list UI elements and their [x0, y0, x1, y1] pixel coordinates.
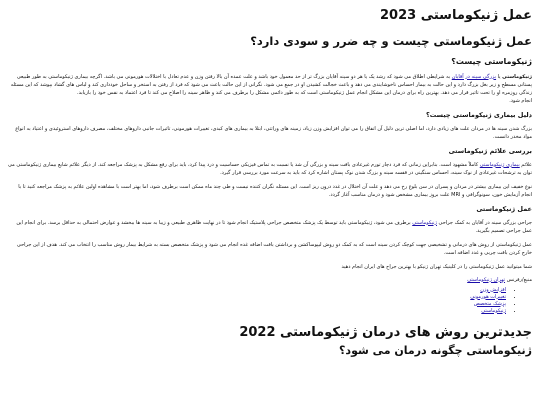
paragraph-symptoms-1: علائم بیماری ژنیکوماستی کاملاً مشهود است. بنابراین زمانی که فرد دچار تورم غیرعادی بافت سینه و بزرگی آن شد یا نسبت به تماس فیزیکی حساسیت و درد پیدا کرد، باید برای رفع مشکل به پزشک مراجعه کند. از دیگر علائم شایع بیماری ژنیکوماستی می توان به ترشحات غیرعادی از نوک سینه، احساس سنگینی در قفسه سینه و بزرگ شدن نوک پستان اشاره کرد که باید به سرعت مورد بررسی قرار گیرد. — [7, 161, 532, 176]
source-link[interactable]: تهران ژنیکوماستی — [467, 276, 506, 283]
source-line: منبع/رفرنس تهران ژنیکوماستی — [467, 276, 532, 283]
section-heading-cause: دلیل بیماری ژنیکوماستی چیست؟ — [426, 110, 532, 119]
related-links-list — [8, 287, 506, 315]
list-item — [8, 308, 506, 315]
link-male-breast[interactable]: بزرگی سینه در آقایان — [451, 73, 497, 80]
page-title: عمل ژنیکوماستی 2023 — [380, 8, 532, 23]
list-item — [8, 294, 506, 301]
paragraph-what-is: ژنیکوماستی یا بزرگی سینه در آقایان به شرایطی اطلاق می شود که رشد یک یا هر دو سینه آقایان بزرگ تر از حد معمول خود باشد و علت عمده آن بالا رفتن وزن و عدم تعادل با اختلالات هورمونی می باشد. اگرچه بیماری ژنیکوماستی به طور طبیعی پستانی مسطح و زیر بغل بزرگ دارد و این حالت به بیمار احساس ناخوشایندی می دهد و باعث خجالت کشیدن او در جمع می شود. نگرانی از این حالت باعث می شود که فرد از رفتن به استخر و ساحل خودداری کند و لباس های گشاد بپوشد که این مسئله زندگی روزمره او را تحت تاثیر قرار می دهد. بهترین راه برای درمان این مشکل انجام عمل ژنیکوماستی است که به طور دائمی مشکل را برطرف می کند و ظاهر سینه را اصلاح می کند تا فرد اعتماد به نفس خود را بازیابد. انجام شود. — [10, 73, 532, 104]
related-link-weight[interactable]: افزایش وزن — [480, 286, 506, 293]
link-disease[interactable]: بیماری ژنیکوماستی — [479, 161, 520, 168]
page-subtitle: عمل ژنیکوماستی چیست و چه ضرر و سودی دارد؟ — [250, 34, 532, 49]
paragraph-cause: بزرگ شدن سینه ها در مردان علت های زیادی دارد، اما اصلی ترین دلیل آن اتفاق را می توان افزایش وزن زیاد، زمینه های وراثتی، ابتلا به بیماری های کبدی، تغییرات هورمونی، تاثیرات جانبی داروهای مختلف، مصرف داروهای استروئیدی و اعتیاد به انواع مواد مخدر دانست. — [15, 125, 532, 140]
section-heading-surgery: عمل ژنیکوماستی — [476, 204, 532, 213]
section-title-how-treated: ژنیکوماستی چگونه درمان می شود؟ — [339, 343, 532, 357]
section-heading-what-is: ژنیکوماستی چیست؟ — [451, 56, 532, 66]
related-link-hormone[interactable]: تغییرات هورمونی — [470, 293, 506, 300]
paragraph-surgery-2: عمل ژنیکوماستی از روش های درمانی و تشخیصی جهت کوچک کردن سینه است که به کمک دو روش لیپوساکشن و برداشتن بافت اضافه غده انجام می شود و پزشک متخصص بسته به شرایط بیمار روش مناسب را انتخاب می کند. هدف از این جراحی خارج کردن بافت چربی و غدد اضافه است. — [16, 241, 532, 256]
list-item — [8, 301, 506, 308]
list-item — [8, 287, 506, 294]
related-link-doctor[interactable]: پزشک متخصص — [473, 300, 506, 307]
link-gyno[interactable]: ژنیکوماستی — [412, 219, 437, 226]
related-link-gyno[interactable]: ژنیکوماستی — [481, 307, 506, 314]
section-heading-symptoms: بررسی علائم ژنیکوماستی — [448, 146, 532, 155]
section-title-new-methods: جدیدترین روش های درمان ژنیکوماستی 2022 — [239, 324, 532, 340]
paragraph-symptoms-2: نوع خفیف این بیماری بیشتر در مردان و پسران در سن بلوغ رخ می دهد و علت آن اختلال در غدد درون ریز است. این مسئله نگران کننده نیست و طی چند ماه ممکن است برطرف شود، اما بهتر است با مشاهده اولین علائم به پزشک مراجعه کنید تا با انجام آزمایش خون، سونوگرافی و MRI علت بروز بیماری مشخص شود و درمان مناسب آغاز گردد. — [18, 183, 532, 198]
paragraph-surgery-3: شما میتوانید عمل ژنیکوماستی را در کلینیک تهران ژنیکو با بهترین جراح های ایران انجام دهید — [341, 263, 532, 270]
paragraph-surgery-1: جراحی بزرگی سینه در آقایان به کمک جراحی ژنیکوماستی برطرف می شود، ژنیکوماستی باید توسط یک پزشک متخصص جراحی پلاستیک انجام شود تا در نهایت ظاهری طبیعی و زیبا به سینه ها ببخشد و عوارض احتمالی به حداقل برسد. برای انجام این عمل جراحی تصمیم بگیرید. — [16, 219, 532, 234]
term-bold: ژنیکوماستی — [502, 73, 532, 80]
